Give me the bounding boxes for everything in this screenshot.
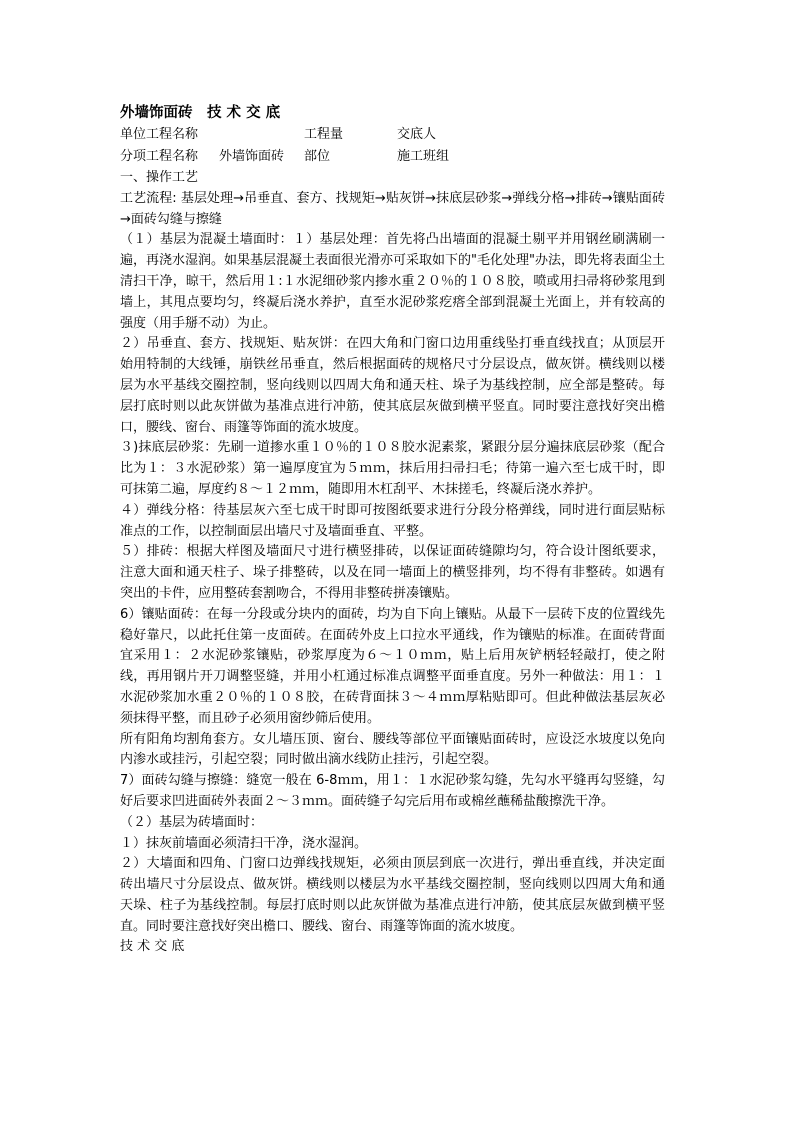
corner-paragraph: 所有阳角均割角套方。女儿墙压顶、窗台、腰线等部位平面镶贴面砖时，应设泛水坡度以免向内渗水或挂污，引起空裂；同时做出滴水线防止挂污，引起空裂。 — [120, 731, 665, 768]
location-label: 部位 — [304, 149, 331, 164]
meta-row-unit — [120, 124, 665, 146]
document-title: 外墙饰面砖 技 术 交 底 — [120, 105, 281, 121]
base-mortar-paragraph: ３)抹底层砂浆：先刷一道掺水重１０％的１０８胶水泥素浆，紧跟分层分遍抹底层砂浆（配合比为１：３水泥砂浆）第一遍厚度宜为５ｍｍ，抹后用扫帚扫毛；待第一遍六至七成干时，即可抹第二遍，厚度约８～１２ｍｍ，随即用木杠刮平、木抹搓毛，终凝后浇水养护。 — [120, 440, 665, 497]
brick-base-step1: １）抹灰前墙面必须清扫干净，浇水湿润。 — [120, 835, 368, 851]
grouting-paragraph: 7）面砖勾缝与擦缝：缝宽一般在 6-8ｍｍ，用１：１水泥砂浆勾缝，先勾水平缝再勾竖缝，勾好后要求凹进面砖外表面２～３ｍｍ。面砖缝子勾完后用布或棉丝蘸稀盐酸擦洗干净。 — [120, 773, 665, 809]
brick-base-step2: ２）大墙面和四角、门窗口边弹线找规矩，必须由顶层到底一次进行，弹出垂直线，并决定面砖出墙尺寸分层设点、做灰饼。横线则以楼层为水平基线交圈控制，竖向线则以四周大角和通天垛、柱子为基线控制。每层打底时则以此灰饼做为基准点进行冲筋，使其底层灰做到横平竖直。同时要注意找好突出檐口、腰线、窗台、雨篷等饰面的流水坡度。 — [120, 856, 665, 934]
quantity-label: 工程量 — [304, 127, 344, 142]
concrete-base-paragraph: （１）基层为混凝土墙面时：１）基层处理：首先将凸出墙面的混凝土剔平并用钢丝刷满刷一遍，再浇水湿润。如果基层混凝土表面很光滑亦可采取如下的"毛化处理"办法，即先将表面尘土清扫干净，晾干，然后用１:１水泥细砂浆内掺水重２０％的１０８胶，喷或用扫帚将砂浆甩到墙上，其甩点要均匀，终凝后浇水养护，直至水泥砂浆疙瘩全部到混凝土光面上，并有较高的强度（用手掰不动）为止。 — [120, 232, 665, 331]
briefer-label: 交底人 — [397, 127, 437, 142]
plumb-square-paragraph: ２）吊垂直、套方、找规矩、贴灰饼：在四大角和门窗口边用重线坠打垂直线找直；从顶层开始用特制的大线锤，崩铁丝吊垂直，然后根据面砖的规格尺寸分层设点，做灰饼。横线则以楼层为水平基线交圈控制，竖向线则以四周大角和通天柱、垛子为基线控制，应全部是整砖。每层打底时则以此灰饼做为基准点进行冲筋，使其底层灰做到横平竖直。同时要注意找好突出檐口，腰线、窗台、雨篷等饰面的流水坡度。 — [120, 336, 665, 435]
unit-project-name-label: 单位工程名称 — [120, 127, 199, 142]
footer-label: 技 术 交 底 — [120, 939, 185, 955]
section-heading: 一、操作工艺 — [120, 170, 199, 185]
process-flow-paragraph: 工艺流程: 基层处理→吊垂直、套方、找规矩→贴灰饼→抹底层砂浆→弹线分格→排砖→镶贴面砖→面砖勾缝与擦缝 — [120, 190, 665, 227]
document-page — [120, 102, 665, 958]
tile-setting-paragraph: 6）镶贴面砖：在每一分段或分块内的面砖，均为自下向上镶贴。从最下一层砖下皮的位置线先稳好靠尺，以此托住第一皮面砖。在面砖外皮上口拉水平通线，作为镶贴的标准。在面砖背面宜采用１：２水泥砂浆镶贴，砂浆厚度为６～１０ｍｍ，贴上后用灰铲柄轻轻敲打，使之附线，再用钢片开刀调整竖缝，并用小杠通过标准点调整平面垂直度。另外一种做法：用１：１水泥砂浆加水重２０％的１０８胶，在砖背面抹３～４ｍｍ厚粘贴即可。但此种做法基层灰必须抹得平整，而且砂子必须用窗纱筛后使用。 — [120, 606, 665, 726]
tile-layout-paragraph: ５）排砖：根据大样图及墙面尺寸进行横竖排砖，以保证面砖缝隙均匀，符合设计图纸要求，注意大面和通天柱子、垛子排整砖，以及在同一墙面上的横竖排列，均不得有非整砖。如遇有突出的卡件，应用整砖套割吻合，不得用非整砖拼凑镶贴。 — [120, 544, 665, 601]
brick-base-heading: （２）基层为砖墙面时： — [120, 814, 264, 830]
meta-row-subproject — [120, 146, 665, 168]
line-division-paragraph: ４）弹线分格：待基层灰六至七成干时即可按图纸要求进行分段分格弹线，同时进行面层贴标准点的工作，以控制面层出墙尺寸及墙面垂直、平整。 — [120, 502, 665, 539]
subproject-name-value: 外墙饰面砖 — [219, 149, 285, 164]
subproject-name-label: 分项工程名称 — [120, 149, 199, 164]
construction-team-label: 施工班组 — [397, 149, 450, 164]
